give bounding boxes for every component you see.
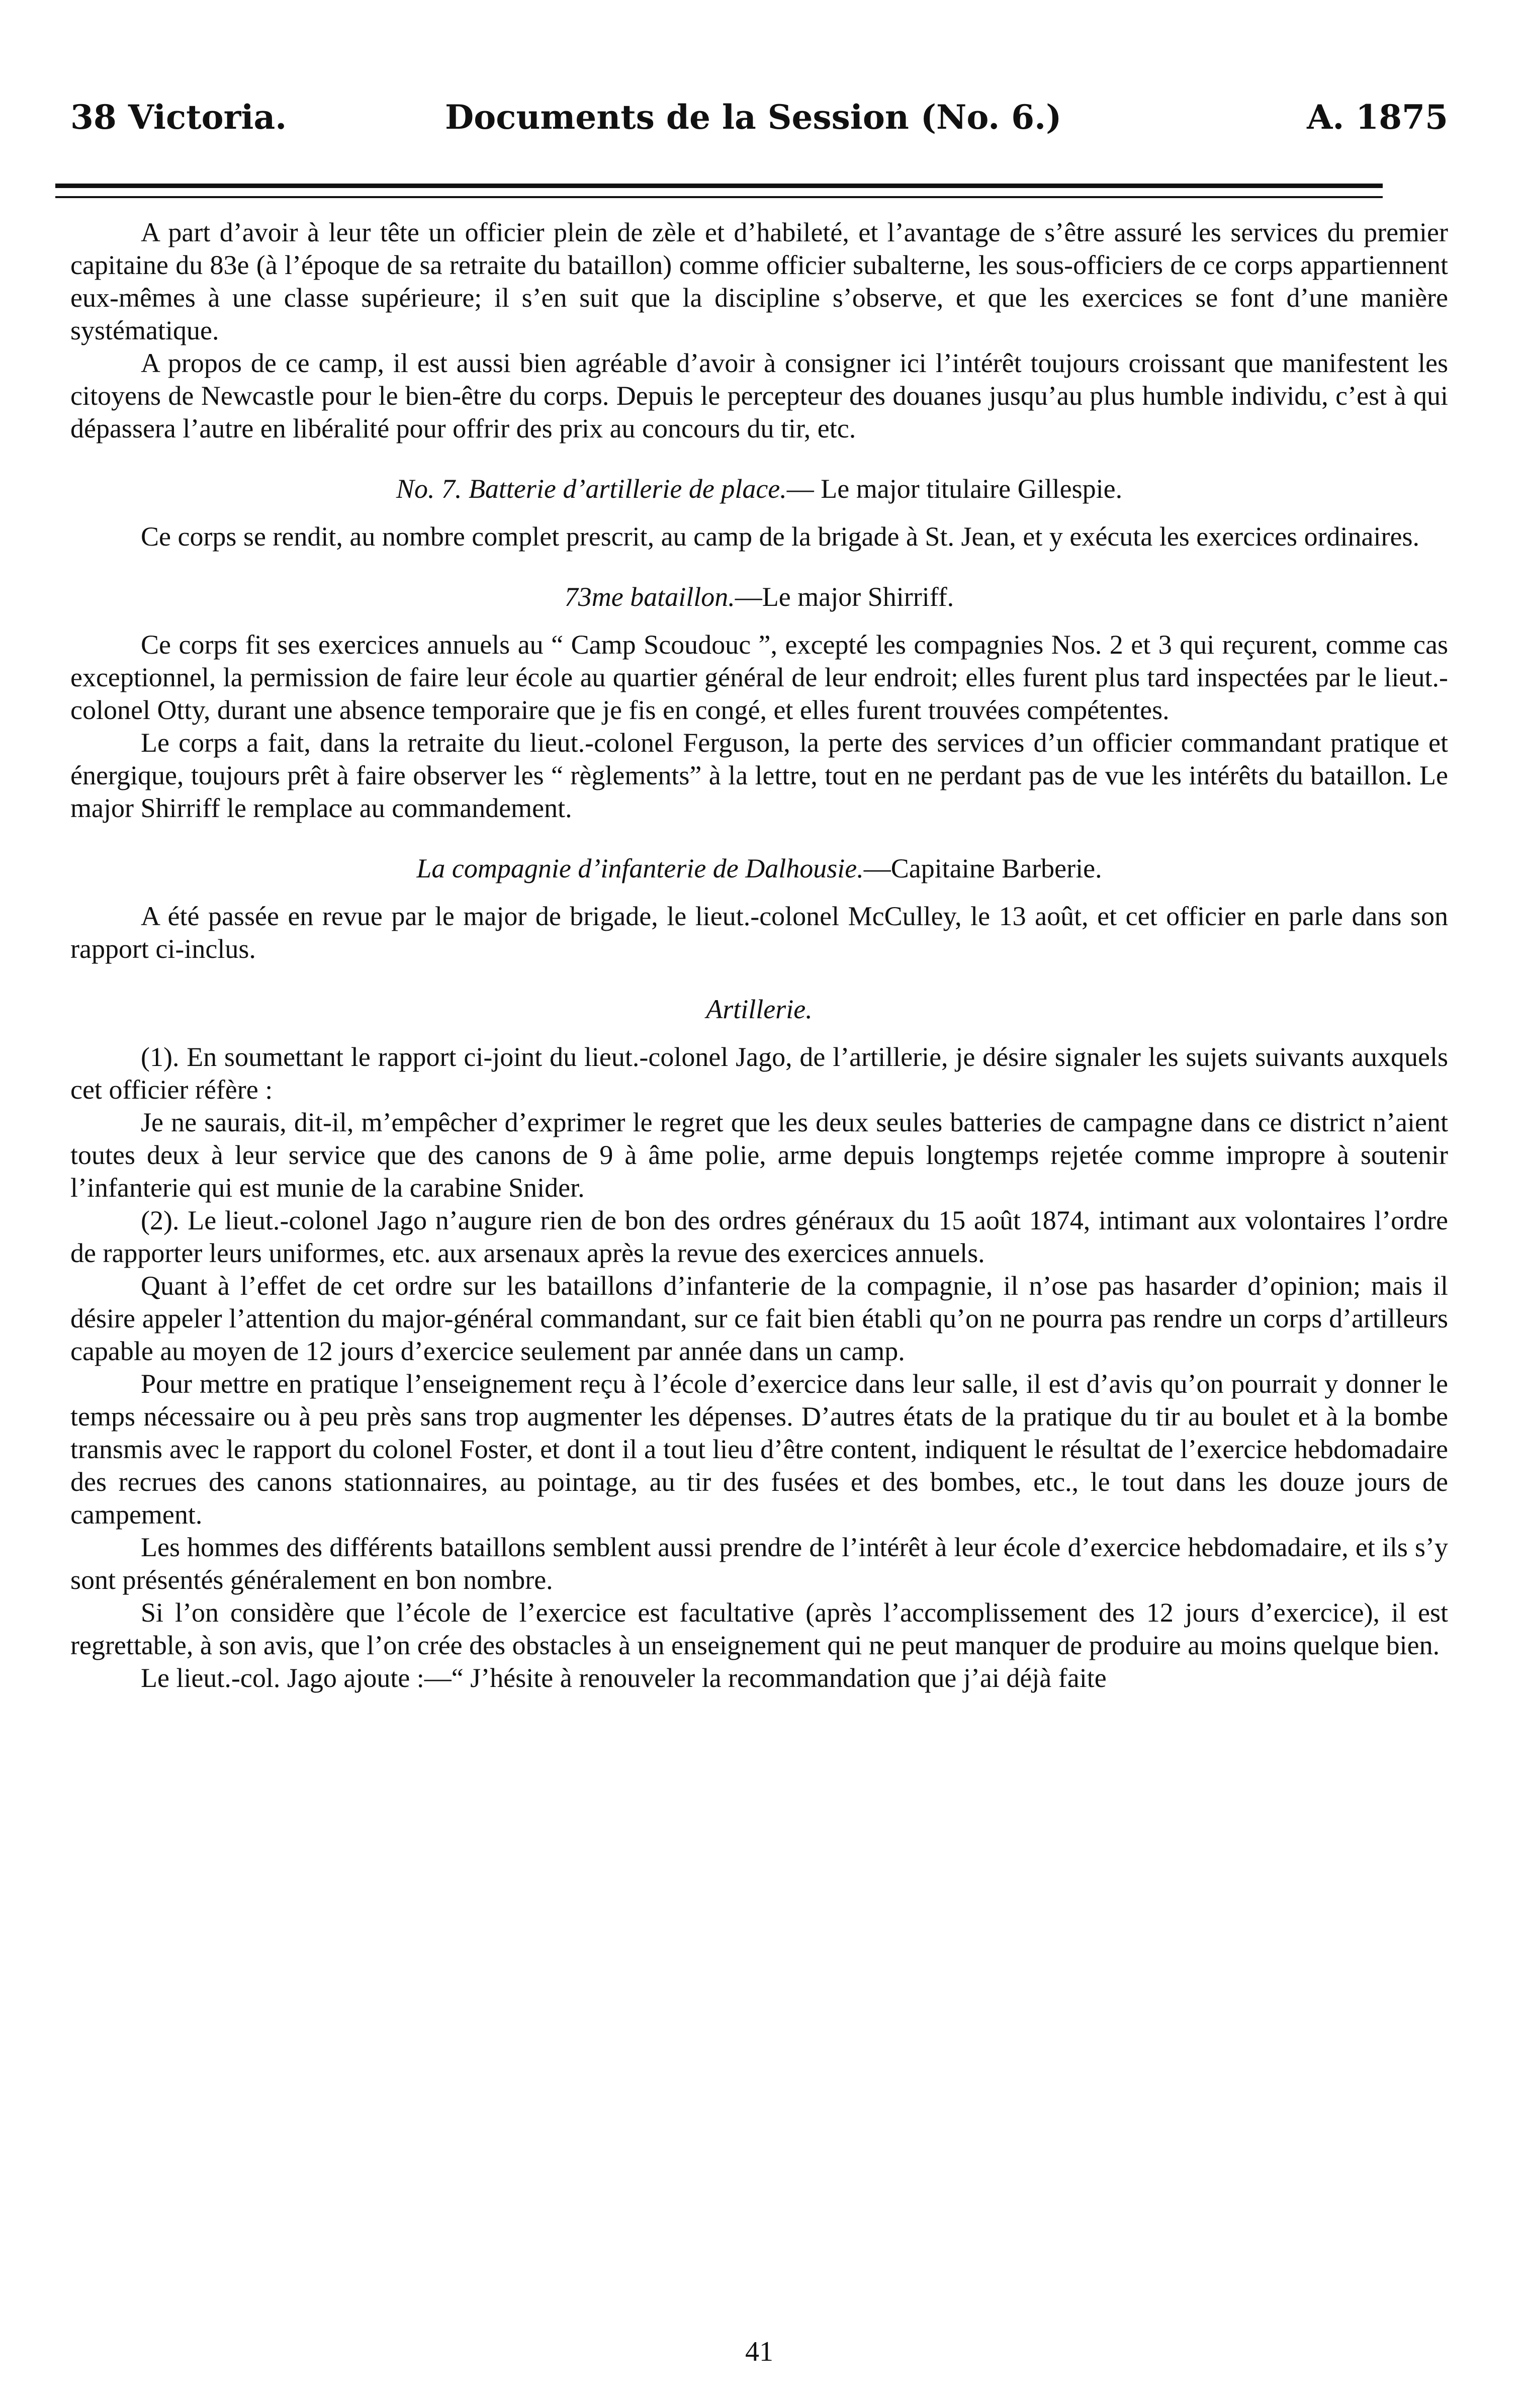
paragraph: Le lieut.-col. Jago ajoute :—“ J’hésite à renouveler la recommandation que j’ai déjà faite xyxy=(141,1663,1107,1693)
paragraph: A propos de ce camp, il est aussi bien agréable d’avoir à consigner ici l’intérêt toujours croissant que manifestent les citoyens de Newcastle pour le bien-être du corps. Depuis le percepteur des douanes jusqu’au plus humble individu, c’est à qui dépassera l’autre en libéralité pour offrir des prix au concours du tir, etc. xyxy=(70,348,1448,443)
section-heading-artillery xyxy=(70,993,1448,1026)
section-heading-rest: —Capitaine Barberie. xyxy=(863,853,1102,883)
section-heading-italic: 73me bataillon. xyxy=(564,582,735,612)
header-document-title: Documents de la Session (No. 6.) xyxy=(445,98,1062,137)
header-year: A. 1875 xyxy=(1307,98,1448,137)
paragraph: Je ne saurais, dit-il, m’empêcher d’exprimer le regret que les deux seules batteries de campagne dans ce district n’aient toutes deux à leur service que des canons de 9 à âme polie, arme depuis longtemps rejetée comme impropre à soutenir l’infanterie qui est munie de la carabine Snider. xyxy=(70,1107,1448,1203)
paragraph: Les hommes des différents bataillons semblent aussi prendre de l’intérêt à leur école d’exercice hebdomadaire, et ils s’y sont présentés généralement en bon nombre. xyxy=(70,1532,1448,1595)
paragraph: Ce corps fit ses exercices annuels au “ Camp Scoudouc ”, excepté les compagnies Nos. 2 et 3 qui reçurent, comme cas exceptionnel, la permission de faire leur école au quartier général de leur endroit; elles furent plus tard inspectées par le lieut.-colonel Otty, durant une absence temporaire que je fis en congé, et elles furent trouvées compétentes. xyxy=(70,630,1448,725)
document-body-wrapper xyxy=(70,0,1448,2408)
paragraph: Ce corps se rendit, au nombre complet prescrit, au camp de la brigade à St. Jean, et y exécuta les exercices ordinaires. xyxy=(141,521,1419,552)
section-heading-rest: — Le major titulaire Gillespie. xyxy=(786,474,1123,504)
paragraph: Si l’on considère que l’école de l’exercice est facultative (après l’accomplissement des 12 jours d’exercice), il est regrettable, à son avis, que l’on crée des obstacles à un enseignement qui ne peut manquer de produire au moins quelque bien. xyxy=(70,1597,1448,1660)
document-body xyxy=(70,216,1448,1694)
section-heading-italic: No. 7. Batterie d’artillerie de place. xyxy=(396,474,787,504)
section-heading-73rd xyxy=(70,581,1448,613)
header-session-year: 38 Victoria. xyxy=(70,98,287,137)
paragraph: (2). Le lieut.-colonel Jago n’augure rien de bon des ordres généraux du 15 août 1874, intimant aux volontaires l’ordre de rapporter leurs uniformes, etc. aux arsenaux après la revue des exercices annuels. xyxy=(70,1205,1448,1268)
section-heading-rest: —Le major Shirriff. xyxy=(735,582,954,612)
section-heading-italic: Artillerie. xyxy=(706,994,813,1024)
section-heading-italic: La compagnie d’infanterie de Dalhousie. xyxy=(416,853,864,883)
paragraph: Quant à l’effet de cet ordre sur les bataillons d’infanterie de la compagnie, il n’ose pas hasarder d’opinion; mais il désire appeler l’attention du major-général commandant, sur ce fait bien établi qu’on ne pourra pas rendre un corps d’artilleurs capable au moyen de 12 jours d’exercice seulement par année dans un camp. xyxy=(70,1271,1448,1366)
paragraph: A part d’avoir à leur tête un officier plein de zèle et d’habileté, et l’avantage de s’être assuré les services du premier capitaine du 83e (à l’époque de sa retraite du bataillon) comme officier subalterne, les sous-officiers de ce corps appartiennent eux-mêmes à une classe supérieure; il s’en suit que la discipline s’observe, et que les exercices se font d’une manière systématique. xyxy=(70,217,1448,345)
paragraph: (1). En soumettant le rapport ci-joint du lieut.-colonel Jago, de l’artillerie, je désire signaler les sujets suivants auxquels cet officier réfère : xyxy=(70,1042,1448,1105)
paragraph: Pour mettre en pratique l’enseignement reçu à l’école d’exercice dans leur salle, il est d’avis qu’on pourrait y donner le temps nécessaire ou à peu près sans trop augmenter les dépenses. D’autres états de la pratique du tir au boulet et à la bombe transmis avec le rapport du colonel Foster, et dont il a tout lieu d’être content, indiquent le résultat de l’exercice hebdomadaire des recrues des canons stationnaires, au pointage, au tir des fusées et des bombes, etc., le tout dans les douze jours de campement. xyxy=(70,1369,1448,1530)
paragraph: Le corps a fait, dans la retraite du lieut.-colonel Ferguson, la perte des services d’un officier commandant pratique et énergique, toujours prêt à faire observer les “ règlements” à la lettre, tout en ne perdant pas de vue les intérêts du bataillon. Le major Shirriff le remplace au commandement. xyxy=(70,728,1448,823)
section-heading-battery xyxy=(70,473,1448,505)
paragraph: A été passée en revue par le major de brigade, le lieut.-colonel McCulley, le 13 août, et cet officier en parle dans son rapport ci-inclus. xyxy=(70,901,1448,964)
section-heading-dalhousie xyxy=(70,852,1448,885)
page-number: 41 xyxy=(745,2336,773,2367)
